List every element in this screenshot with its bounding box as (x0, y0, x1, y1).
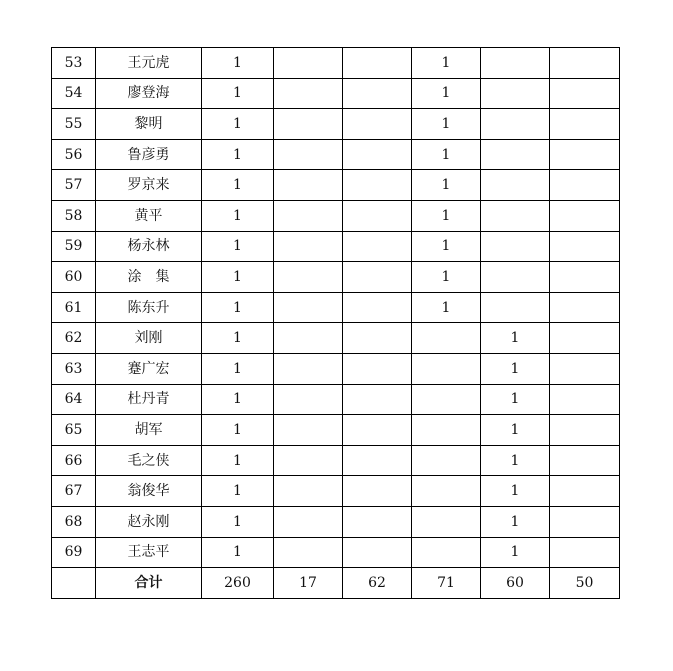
row-index-cell: 53 (52, 48, 96, 79)
table-row (52, 415, 620, 446)
col-6-cell (550, 139, 620, 170)
total-index-cell (52, 568, 96, 599)
col-3-cell (343, 139, 412, 170)
col-2-cell (274, 48, 343, 79)
col-5-cell (481, 78, 550, 109)
col-6-cell (550, 506, 620, 537)
table-row (52, 48, 620, 79)
total-col-1: 260 (202, 568, 274, 599)
col-6-cell (550, 353, 620, 384)
col-3-cell (343, 109, 412, 140)
col-6-cell (550, 78, 620, 109)
col-4-cell (412, 353, 481, 384)
table-row (52, 170, 620, 201)
row-index-cell: 58 (52, 200, 96, 231)
row-index-cell: 54 (52, 78, 96, 109)
col-3-cell (343, 170, 412, 201)
total-col-6: 50 (550, 568, 620, 599)
col-6-cell (550, 48, 620, 79)
col-6-cell (550, 476, 620, 507)
person-name-cell: 罗京来 (96, 170, 202, 201)
col-4-cell (412, 476, 481, 507)
col-3-cell (343, 292, 412, 323)
col-5-cell: 1 (481, 445, 550, 476)
total-col-3: 62 (343, 568, 412, 599)
col-6-cell (550, 170, 620, 201)
col-1-cell: 1 (202, 353, 274, 384)
table-body (52, 48, 620, 599)
col-6-cell (550, 200, 620, 231)
col-5-cell (481, 292, 550, 323)
col-2-cell (274, 384, 343, 415)
row-index-cell: 60 (52, 262, 96, 293)
person-name-cell: 胡军 (96, 415, 202, 446)
person-name-cell: 翁俊华 (96, 476, 202, 507)
col-5-cell: 1 (481, 353, 550, 384)
col-6-cell (550, 445, 620, 476)
col-4-cell (412, 415, 481, 446)
col-6-cell (550, 262, 620, 293)
row-index-cell: 56 (52, 139, 96, 170)
col-4-cell: 1 (412, 231, 481, 262)
col-5-cell (481, 139, 550, 170)
col-2-cell (274, 109, 343, 140)
col-1-cell: 1 (202, 139, 274, 170)
col-4-cell (412, 445, 481, 476)
person-name-cell: 毛之侠 (96, 445, 202, 476)
col-1-cell: 1 (202, 384, 274, 415)
total-row (52, 568, 620, 599)
col-6-cell (550, 323, 620, 354)
col-2-cell (274, 506, 343, 537)
table-row (52, 537, 620, 568)
row-index-cell: 55 (52, 109, 96, 140)
col-2-cell (274, 231, 343, 262)
col-3-cell (343, 262, 412, 293)
table-row (52, 139, 620, 170)
col-4-cell: 1 (412, 139, 481, 170)
col-1-cell: 1 (202, 48, 274, 79)
row-index-cell: 66 (52, 445, 96, 476)
col-2-cell (274, 292, 343, 323)
person-name-cell: 王志平 (96, 537, 202, 568)
col-5-cell (481, 109, 550, 140)
col-1-cell: 1 (202, 415, 274, 446)
col-6-cell (550, 415, 620, 446)
person-name-cell: 赵永刚 (96, 506, 202, 537)
col-2-cell (274, 200, 343, 231)
col-5-cell (481, 262, 550, 293)
col-3-cell (343, 48, 412, 79)
col-1-cell: 1 (202, 200, 274, 231)
col-5-cell: 1 (481, 384, 550, 415)
col-3-cell (343, 415, 412, 446)
col-2-cell (274, 445, 343, 476)
col-4-cell: 1 (412, 200, 481, 231)
col-2-cell (274, 170, 343, 201)
col-3-cell (343, 231, 412, 262)
table-row (52, 384, 620, 415)
total-col-2: 17 (274, 568, 343, 599)
col-5-cell: 1 (481, 537, 550, 568)
row-index-cell: 68 (52, 506, 96, 537)
person-name-cell: 王元虎 (96, 48, 202, 79)
person-name-cell: 廖登海 (96, 78, 202, 109)
table-row (52, 506, 620, 537)
row-index-cell: 61 (52, 292, 96, 323)
total-col-5: 60 (481, 568, 550, 599)
col-1-cell: 1 (202, 537, 274, 568)
col-1-cell: 1 (202, 231, 274, 262)
col-1-cell: 1 (202, 323, 274, 354)
col-5-cell (481, 231, 550, 262)
table-row (52, 109, 620, 140)
col-3-cell (343, 506, 412, 537)
person-name-cell: 黎明 (96, 109, 202, 140)
col-1-cell: 1 (202, 262, 274, 293)
col-2-cell (274, 476, 343, 507)
person-name-cell: 陈东升 (96, 292, 202, 323)
col-2-cell (274, 353, 343, 384)
person-name-cell: 涂 集 (96, 262, 202, 293)
table-row (52, 476, 620, 507)
table-row (52, 292, 620, 323)
col-4-cell (412, 384, 481, 415)
col-4-cell: 1 (412, 48, 481, 79)
col-1-cell: 1 (202, 170, 274, 201)
person-name-cell: 杨永林 (96, 231, 202, 262)
col-3-cell (343, 200, 412, 231)
col-4-cell: 1 (412, 262, 481, 293)
col-2-cell (274, 415, 343, 446)
table-row (52, 231, 620, 262)
col-1-cell: 1 (202, 109, 274, 140)
col-5-cell (481, 48, 550, 79)
row-index-cell: 64 (52, 384, 96, 415)
table-row (52, 323, 620, 354)
col-4-cell (412, 537, 481, 568)
person-name-cell: 刘刚 (96, 323, 202, 354)
row-index-cell: 65 (52, 415, 96, 446)
col-2-cell (274, 323, 343, 354)
col-1-cell: 1 (202, 78, 274, 109)
table-row (52, 78, 620, 109)
col-6-cell (550, 109, 620, 140)
col-2-cell (274, 78, 343, 109)
col-5-cell: 1 (481, 415, 550, 446)
col-5-cell (481, 200, 550, 231)
tally-table (51, 47, 620, 599)
person-name-cell: 杜丹青 (96, 384, 202, 415)
col-1-cell: 1 (202, 476, 274, 507)
col-3-cell (343, 537, 412, 568)
col-4-cell: 1 (412, 78, 481, 109)
col-4-cell (412, 506, 481, 537)
col-3-cell (343, 384, 412, 415)
col-5-cell: 1 (481, 323, 550, 354)
table-row (52, 353, 620, 384)
col-4-cell: 1 (412, 292, 481, 323)
col-4-cell: 1 (412, 170, 481, 201)
total-col-4: 71 (412, 568, 481, 599)
col-3-cell (343, 78, 412, 109)
person-name-cell: 蹇广宏 (96, 353, 202, 384)
table-row (52, 200, 620, 231)
row-index-cell: 57 (52, 170, 96, 201)
col-3-cell (343, 445, 412, 476)
table-row (52, 445, 620, 476)
col-6-cell (550, 384, 620, 415)
col-6-cell (550, 231, 620, 262)
col-1-cell: 1 (202, 506, 274, 537)
col-5-cell: 1 (481, 476, 550, 507)
row-index-cell: 59 (52, 231, 96, 262)
col-4-cell: 1 (412, 109, 481, 140)
col-5-cell (481, 170, 550, 201)
col-3-cell (343, 476, 412, 507)
row-index-cell: 62 (52, 323, 96, 354)
col-2-cell (274, 537, 343, 568)
row-index-cell: 69 (52, 537, 96, 568)
col-1-cell: 1 (202, 292, 274, 323)
row-index-cell: 63 (52, 353, 96, 384)
total-label: 合计 (96, 568, 202, 599)
col-1-cell: 1 (202, 445, 274, 476)
col-4-cell (412, 323, 481, 354)
person-name-cell: 鲁彦勇 (96, 139, 202, 170)
col-2-cell (274, 262, 343, 293)
col-3-cell (343, 353, 412, 384)
col-6-cell (550, 292, 620, 323)
col-3-cell (343, 323, 412, 354)
col-5-cell: 1 (481, 506, 550, 537)
col-2-cell (274, 139, 343, 170)
row-index-cell: 67 (52, 476, 96, 507)
col-6-cell (550, 537, 620, 568)
person-name-cell: 黄平 (96, 200, 202, 231)
table-row (52, 262, 620, 293)
